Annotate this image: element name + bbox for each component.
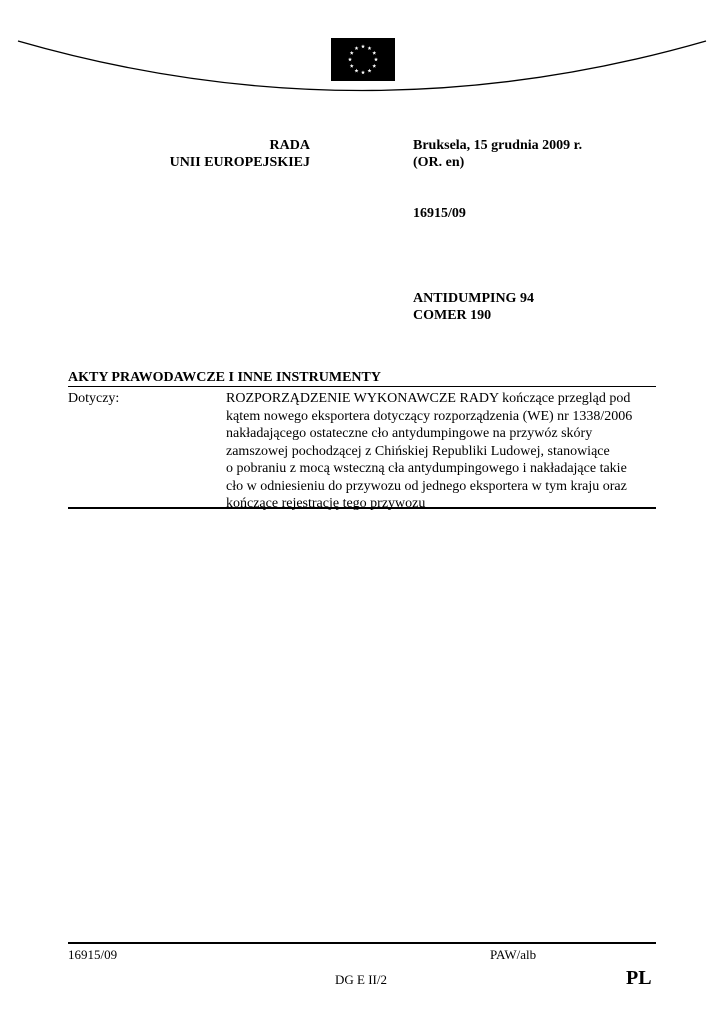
title-divider: [68, 386, 656, 387]
original-language: (OR. en): [413, 155, 465, 170]
footer-language-code: PL: [626, 967, 652, 989]
footer-directorate: DG E II/2: [335, 972, 387, 987]
subject-line: kątem nowego eksportera dotyczący rozporządzenia (WE) nr 1338/2006: [226, 408, 633, 424]
subject-line: cło w odniesieniu do przywozu od jednego eksportera w tym kraju oraz: [226, 478, 627, 494]
eu-flag-icon: [331, 38, 395, 81]
council-name-line2: UNII EUROPEJSKIEJ: [169, 155, 310, 170]
footer-initials: PAW/alb: [490, 947, 537, 962]
council-name: [100, 137, 310, 171]
subject-line: o pobraniu z mocą wsteczną cła antydumpingowego i nakładające takie: [226, 461, 627, 476]
subject-line: kończące rejestrację tego przywozu: [226, 496, 426, 511]
footer-document-number: 16915/09: [68, 947, 118, 962]
subject-label: Dotyczy:: [68, 391, 120, 406]
footer-divider: [68, 942, 656, 944]
file-code-antidumping: ANTIDUMPING 94: [413, 291, 534, 306]
file-code-comer: COMER 190: [413, 308, 492, 323]
subject-line: nakładającego ostateczne cło antydumpingowe na przywóz skóry: [226, 426, 593, 441]
place-date: Bruksela, 15 grudnia 2009 r.: [413, 138, 583, 153]
subject-line: ROZPORZĄDZENIE WYKONAWCZE RADY kończące przegląd pod: [226, 391, 631, 406]
document-title: AKTY PRAWODAWCZE I INNE INSTRUMENTY: [68, 370, 381, 385]
subject-divider: [68, 507, 656, 509]
council-name-line1: RADA: [269, 138, 310, 153]
document-number: 16915/09: [413, 206, 466, 221]
subject-text: [226, 390, 658, 513]
header-metadata: [413, 137, 693, 324]
subject-line: zamszowej pochodzącej z Chińskiej Republiki Ludowej, stanowiące: [226, 443, 610, 459]
